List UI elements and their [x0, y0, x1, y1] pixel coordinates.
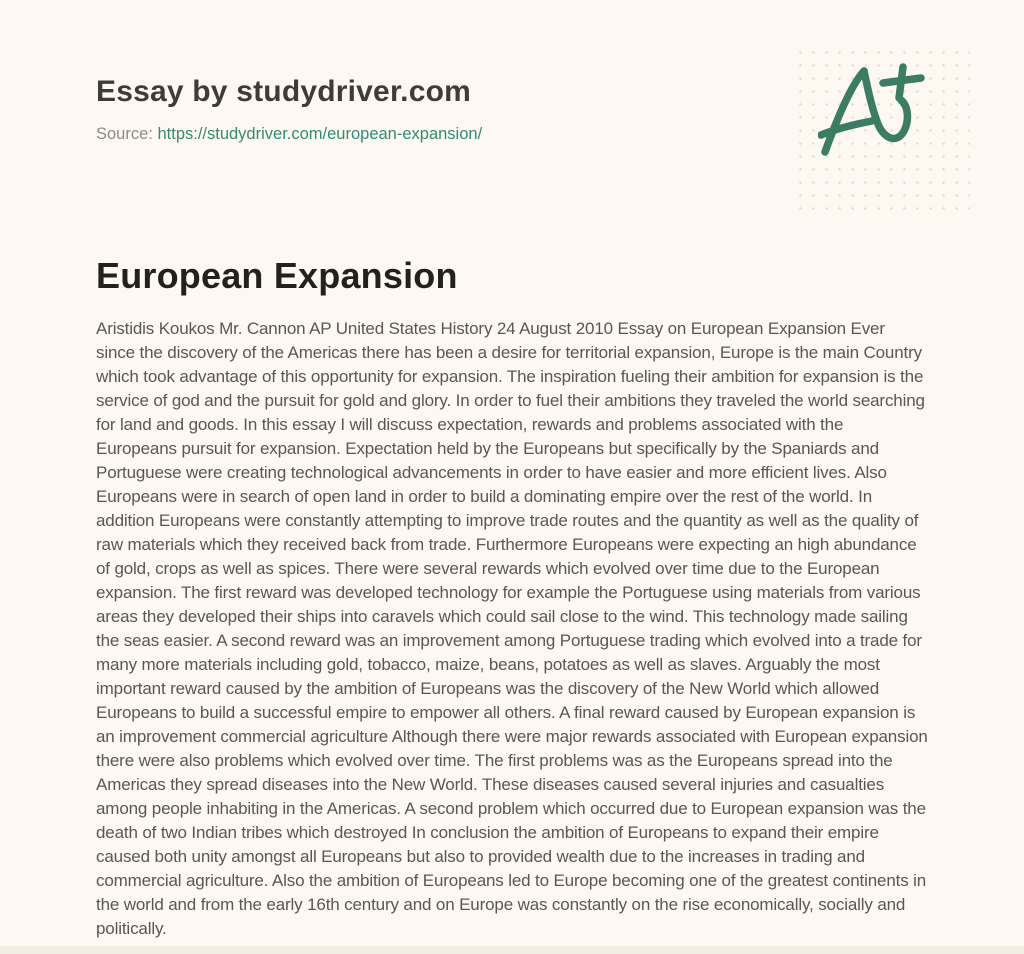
article-body: Aristidis Koukos Mr. Cannon AP United States History 24 August 2010 Essay on European Expansion Ever since the discovery of the Americas there has been a desire for territorial expansion, Europe is the main Country which took advantage of this opportunity for expansion. The inspiration fueling their ambition for expansion is the service of god and the pursuit for gold and glory. In order to fuel their ambitions they traveled the world searching for land and goods. In this essay I will discuss expectation, rewards and problems associated with the Europeans pursuit for expansion. Expectation held by the Europeans but specifically by the Spaniards and Portuguese were creating technological advancements in order to have easier and more efficient lives. Also Europeans were in search of open land in order to build a dominating empire over the rest of the world. In addition Europeans were constantly attempting to improve trade routes and the quantity as well as the quality of raw materials which they received back from trade. Furthermore Europeans were expecting an high abundance of gold, crops as well as spices. There were several rewards which evolved over time due to the European expansion. The first reward was developed technology for example the Portuguese using materials from various areas they developed their ships into caravels which could sail close to the wind. This technology made sailing the seas easier. A second reward was an improvement among Portuguese trading which evolved into a trade for many more materials including gold, tobacco, maize, beans, potatoes as well as slaves. Arguably the most important reward caused by the ambition of Europeans was the discovery of the New World which allowed Europeans to build a successful empire to empower all others. A final reward caused by European expansion is an improvement commercial agriculture Although there were major rewards associated with European expansion there were also problems which evolved over time. The first problems was as the Europeans spread into the Americas they spread diseases into the New World. These diseases caused several injuries and casualties among people inhabiting in the Americas. A second problem which occurred due to European expansion was the death of two Indian tribes which destroyed In conclusion the ambition of Europeans to expand their empire caused both unity amongst all Europeans but also to provided wealth due to the increases in trading and commercial agriculture. Also the ambition of Europeans led to Europe becoming one of the greatest continents in the world and from the early 16th century and on Europe was constantly on the rise economically, socially and politically. [96, 319, 928, 938]
source-line [96, 123, 928, 145]
article [96, 256, 928, 941]
source-link[interactable]: https://studydriver.com/european-expansion/ [157, 125, 483, 143]
header [96, 0, 928, 145]
source-label: Source: [96, 125, 153, 143]
article-title: European Expansion [96, 255, 458, 296]
page-bottom-strip [0, 946, 1024, 954]
header-title: Essay by studydriver.com [96, 75, 471, 108]
